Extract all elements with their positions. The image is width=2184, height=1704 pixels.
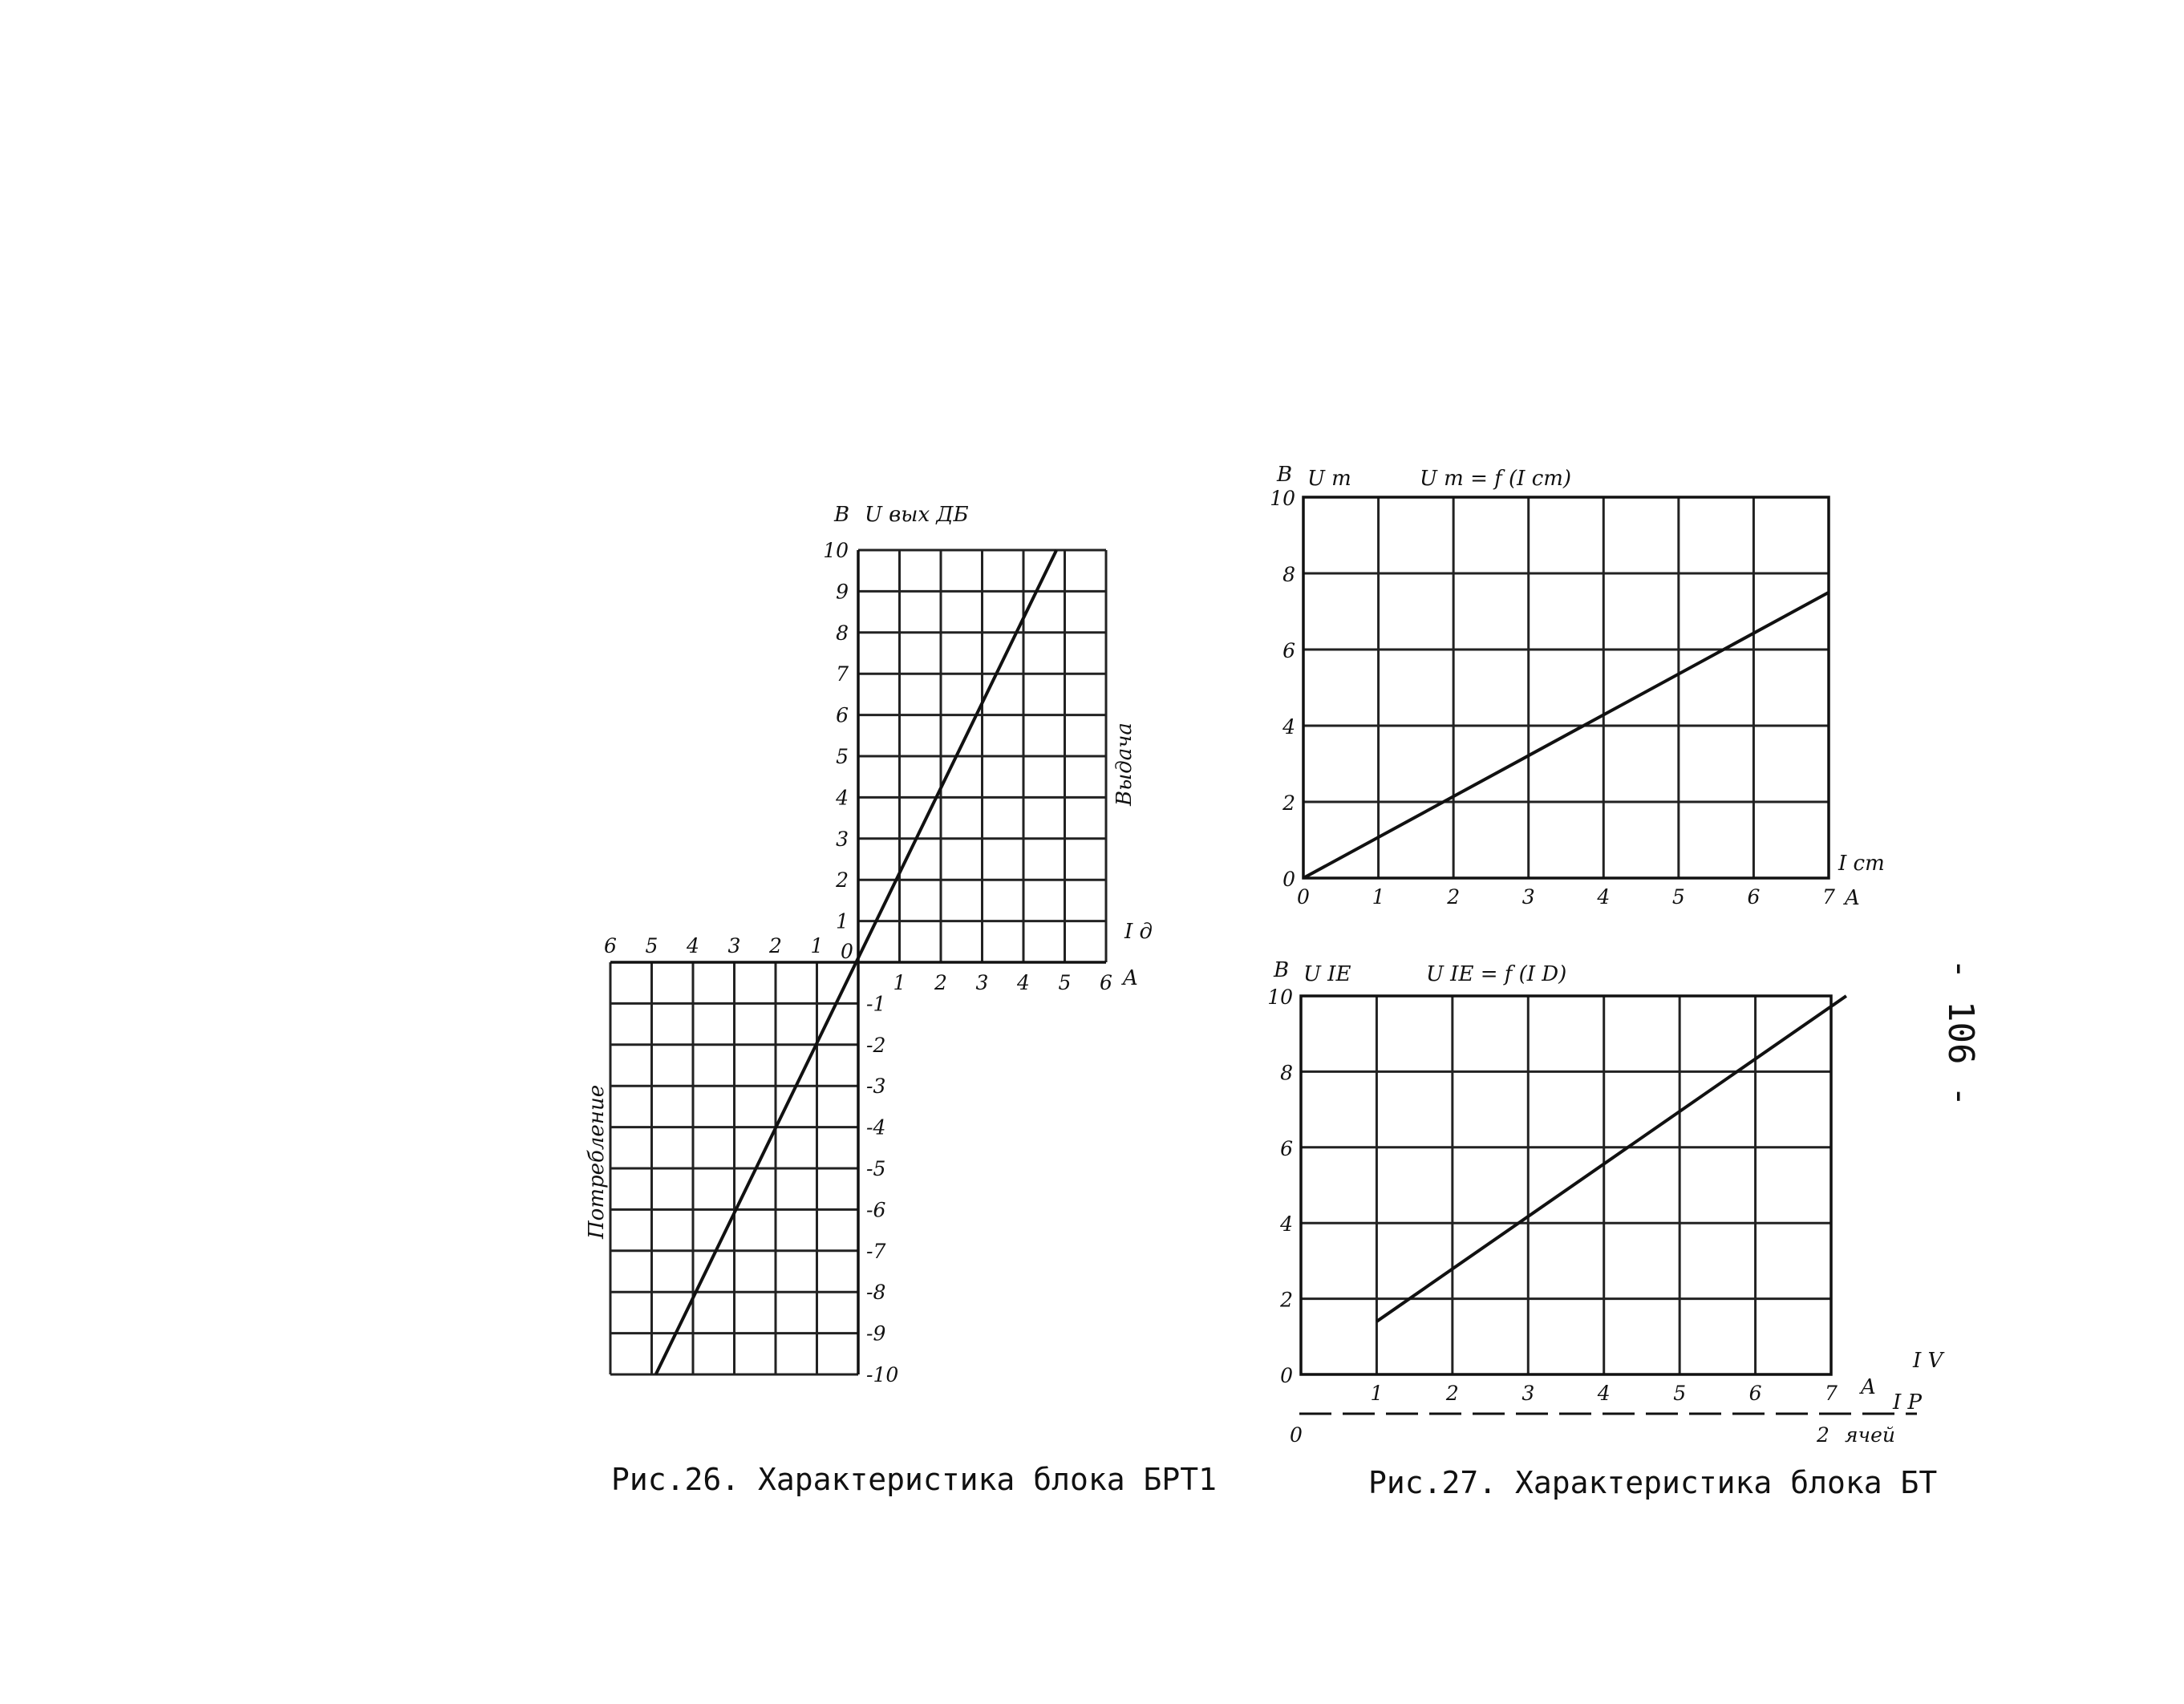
y-tick-label: -7: [866, 1239, 886, 1263]
chart-bt-bottom-x-unit: A: [1861, 1375, 1876, 1399]
chart-bt-bottom-secondary-tick-2: 2: [1817, 1423, 1829, 1447]
y-tick-label: -5: [866, 1157, 886, 1180]
chart-bt-top-y-unit: В: [1277, 463, 1293, 487]
y-tick-label: 8: [1280, 1061, 1293, 1085]
y-tick-label: 6: [1280, 1136, 1293, 1160]
y-tick-label: 4: [836, 786, 849, 810]
chart-bt-top-x-unit: A: [1845, 886, 1860, 910]
chart-brt1-side-label-bottom: Потребление: [585, 1084, 609, 1239]
x-tick-label: 7: [1822, 885, 1835, 909]
x-tick-label: 2: [769, 934, 782, 957]
x-tick-label: 6: [1748, 1382, 1762, 1405]
y-tick-label: 10: [1270, 487, 1295, 510]
chart-bt-top-x-label: I ст: [1838, 852, 1885, 876]
x-tick-label: 7: [1825, 1382, 1838, 1405]
chart-brt1-y-unit: В: [834, 503, 850, 527]
y-tick-label: 2: [1280, 1288, 1293, 1312]
y-tick-label: 3: [836, 827, 849, 851]
x-tick-label: 3: [975, 971, 989, 994]
x-tick-label: 1: [1370, 1382, 1384, 1405]
x-tick-label: 4: [1597, 885, 1611, 909]
x-tick-label: 1: [1372, 885, 1385, 909]
x-tick-label: 5: [1671, 885, 1685, 909]
x-tick-label: 1: [893, 971, 906, 994]
chart-brt1-caption: Рис.26. Характеристика блока БРТ1: [611, 1462, 1217, 1497]
x-tick-label: 6: [1100, 971, 1112, 994]
x-tick-label: 3: [1522, 1382, 1535, 1405]
chart-bt-top-grid: [1303, 497, 1829, 878]
y-tick-label: 0: [1280, 1364, 1293, 1387]
series-line: [1303, 593, 1829, 878]
y-tick-label: 9: [836, 580, 849, 604]
x-tick-label: 6: [1747, 885, 1761, 909]
y-tick-label: 4: [1280, 1212, 1293, 1237]
chart-bt-bottom-series: [1376, 996, 1846, 1322]
page-number: - 106 -: [1940, 958, 1981, 1107]
y-tick-label: 1: [836, 909, 849, 933]
y-tick-label: -8: [866, 1281, 886, 1305]
chart-bt-top-tick-labels: [1270, 487, 1835, 909]
chart-bt-bottom-secondary-unit: ячей: [1845, 1423, 1896, 1447]
x-tick-label: 2: [934, 971, 947, 994]
chart-bt-bottom-tick-labels: [1267, 986, 1838, 1405]
chart-brt1-y-label: U вых ДБ: [865, 503, 969, 527]
y-tick-label: 10: [1267, 986, 1293, 1009]
y-tick-label: 8: [1282, 563, 1295, 586]
chart-brt1-grid: [610, 550, 1106, 1374]
plot-frame: [1303, 497, 1829, 878]
x-tick-label: 4: [687, 934, 699, 957]
x-tick-label: 4: [1017, 971, 1030, 994]
chart-bt-top-title: U т = f (I ст): [1420, 467, 1572, 491]
x-tick-label: 4: [1597, 1382, 1611, 1405]
x-tick-label: 0: [1297, 885, 1310, 909]
chart-brt1: [585, 503, 1217, 1497]
x-tick-label: 2: [1445, 1382, 1459, 1405]
x-tick-label: 3: [727, 934, 741, 957]
chart-brt1-side-label-top: Выдача: [1112, 722, 1137, 806]
x-tick-label: 5: [1058, 971, 1072, 994]
y-tick-label: 10: [823, 539, 849, 562]
chart-bt-top-series: [1303, 593, 1829, 878]
y-tick-label: -6: [866, 1198, 886, 1222]
y-tick-label: -1: [866, 992, 886, 1016]
y-tick-label: 2: [1282, 791, 1295, 815]
y-tick-label: 6: [1282, 639, 1295, 662]
y-tick-label: 4: [1282, 715, 1295, 739]
y-tick-label: 7: [836, 662, 849, 686]
y-tick-label: -3: [866, 1075, 886, 1099]
chart-brt1-x-label: I д: [1124, 920, 1153, 944]
y-tick-label: -10: [866, 1363, 899, 1386]
series-line: [1376, 996, 1846, 1322]
chart-bt-top-y-label: U т: [1307, 467, 1351, 491]
y-tick-label: -9: [866, 1322, 886, 1346]
y-tick-label: -2: [866, 1033, 886, 1057]
chart-bt-bottom-y-unit: В: [1274, 958, 1290, 982]
y-tick-label: 2: [836, 868, 849, 892]
y-tick-label: 5: [836, 745, 849, 768]
chart-bt-bottom: [1267, 958, 1944, 1500]
x-tick-label: 1: [810, 934, 824, 957]
chart-brt1-origin-label: 0: [841, 940, 853, 963]
y-tick-label: 0: [1282, 868, 1295, 891]
chart-brt1-x-unit: A: [1123, 966, 1138, 990]
x-tick-label: 2: [1447, 885, 1461, 909]
y-tick-label: 6: [836, 703, 849, 727]
chart-bt-bottom-y-label: U IE: [1303, 962, 1351, 986]
x-tick-label: 5: [1673, 1382, 1687, 1405]
chart-bt-caption: Рис.27. Характеристика блока БТ: [1368, 1465, 1938, 1500]
y-tick-label: -4: [866, 1115, 886, 1139]
chart-bt-bottom-x-label: I V: [1913, 1349, 1943, 1373]
chart-bt-top: [1270, 463, 1885, 910]
chart-bt-bottom-title: U IE = f (I D): [1426, 962, 1567, 986]
x-tick-label: 3: [1522, 885, 1535, 909]
y-tick-label: 8: [836, 621, 849, 645]
chart-bt-bottom-secondary-tick-0: 0: [1290, 1423, 1303, 1447]
x-tick-label: 5: [645, 934, 658, 957]
x-tick-label: 6: [604, 934, 617, 957]
chart-bt-bottom-secondary-label: I P: [1893, 1390, 1923, 1415]
